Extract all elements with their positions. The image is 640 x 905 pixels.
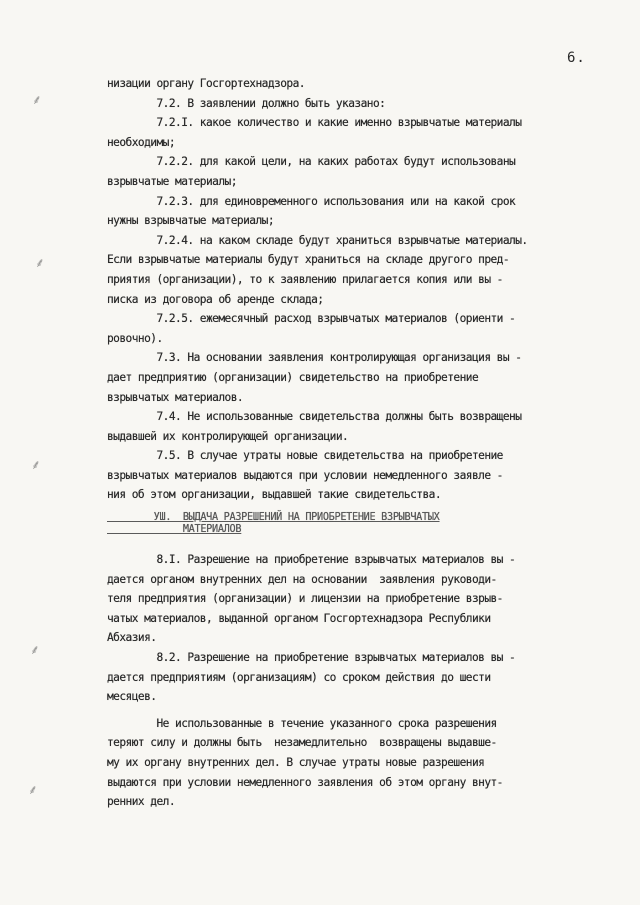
margin-mark: ⸙ <box>35 256 45 271</box>
text-line: взрывчатые материалы; <box>107 174 237 188</box>
text-line: дается предприятиям (организациям) со сроком действия до шести <box>107 670 491 684</box>
text-line: нужны взрывчатые материалы; <box>107 214 275 228</box>
text-line: 7.2.2. для какой цели, на каких работах будут использованы <box>107 155 516 169</box>
text-line: Если взрывчатые материалы будут храниться на складе другого пред- <box>107 253 510 267</box>
text-line: низации органу Госгортехнадзора. <box>107 77 305 90</box>
text-line: 7.2. В заявлении должно быть указано: <box>107 96 386 110</box>
text-line: ровочно). <box>107 331 163 345</box>
text-line: выдавшей их контролирующей организации. <box>107 429 349 443</box>
text-line: дает предприятию (организации) свидетельство на приобретение <box>107 370 479 384</box>
text-line: 7.2.3. для единовременного использования или на какой срок <box>107 194 516 208</box>
text-line: му их органу внутренних дел. В случае утраты новые разрешения <box>107 756 485 769</box>
text-line: месяцев. <box>107 690 157 704</box>
text-line: ния об этом организации, выдавшей такие свидетельства. <box>107 488 442 502</box>
text-line: 8.I. Разрешение на приобретение взрывчатых материалов вы - <box>107 553 516 567</box>
text-line: взрывчатых материалов выдаются при условии немедленного заявле - <box>107 468 503 482</box>
margin-mark: ⸙ <box>31 458 41 473</box>
text-line: теля предприятия (организации) и лицензии на приобретение взрыв- <box>107 592 503 606</box>
text-line: 7.3. На основании заявления контролирующая организация вы - <box>107 351 522 365</box>
text-line: ренних дел. <box>107 795 176 809</box>
text-line: чатых материалов, выданной органом Госгортехнадзора Республики <box>107 611 491 625</box>
text-line: 7.2.5. ежемесячный расход взрывчатых материалов (ориенти - <box>107 312 516 326</box>
text-line: теряют силу и должны быть незамедлительно возвращены выдавше- <box>107 736 497 750</box>
section-heading-continued: МАТЕРИАЛОВ <box>107 524 242 536</box>
text-line: 7.5. В случае утраты новые свидетельства на приобретение <box>107 449 503 463</box>
text-line: 8.2. Разрешение на приобретение взрывчатых материалов вы - <box>107 651 516 665</box>
margin-mark: ⸙ <box>32 93 42 108</box>
text-line: 7.4. Не использованные свидетельства должны быть возвращены <box>107 410 522 424</box>
text-line: 7.2.4. на каком складе будут храниться взрывчатые материалы. <box>107 233 528 247</box>
text-line: необходимы; <box>107 135 176 149</box>
page-number: 6. <box>567 50 586 66</box>
margin-mark: ⸙ <box>30 643 40 658</box>
document-body <box>107 74 607 812</box>
text-line: писка из договора об аренде склада; <box>107 292 324 306</box>
margin-mark: ⸙ <box>28 783 38 798</box>
text-line: приятия (организации), то к заявлению прилагается копия или вы - <box>107 272 503 286</box>
text-line: дается органом внутренних дел на основании заявления руководи- <box>107 572 497 586</box>
text-line: 7.2.I. какое количество и какие именно взрывчатые материалы <box>107 116 522 130</box>
text-line: Не использованные в течение указанного срока разрешения <box>107 716 497 730</box>
section-heading: УШ. ВЫДАЧА РАЗРЕШЕНИЙ НА ПРИОБРЕТЕНИЕ ВЗРЫВЧАТЫХ <box>107 512 440 524</box>
text-line: Абхазия. <box>107 631 157 645</box>
text-line: выдаются при условии немедленного заявления об этом органу внут- <box>107 775 503 789</box>
text-line: взрывчатых материалов. <box>107 390 244 404</box>
